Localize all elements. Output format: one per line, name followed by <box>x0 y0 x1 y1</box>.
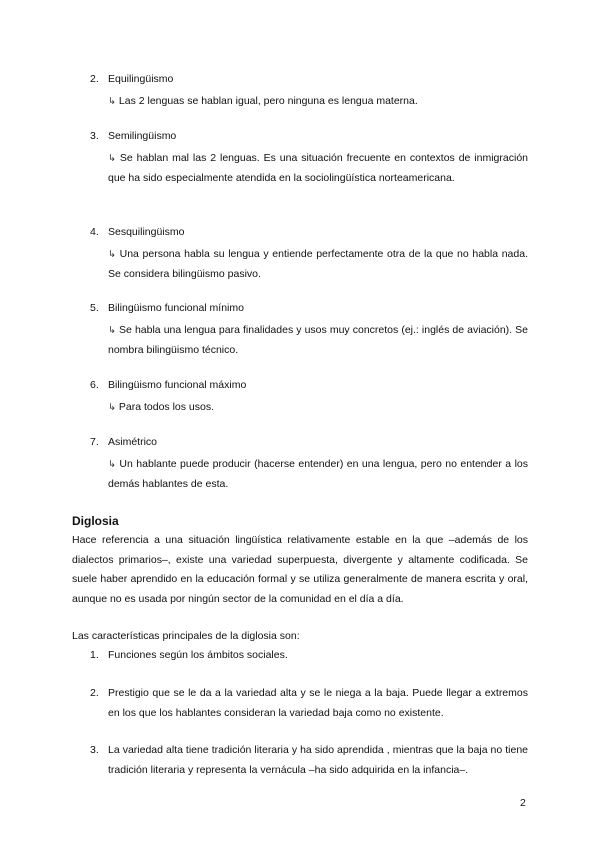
list-item-asimetrico <box>90 435 528 494</box>
term-description: Una persona habla su lengua y entiende perfectamente otra de la que no habla nada. Se considera bilingüismo pasivo. <box>108 248 528 280</box>
return-arrow-icon: ↳ <box>108 325 116 336</box>
characteristic-text: Funciones según los ámbitos sociales. <box>108 649 288 661</box>
characteristic-text: La variedad alta tiene tradición literaria y ha sido aprendida , mientras que la baja no tiene tradición literaria y representa la vernácula –ha sido adquirida en la infancia–. <box>108 744 528 776</box>
list-number: 3. <box>90 130 99 142</box>
term-label: Semilingüismo <box>108 130 177 142</box>
diglosia-paragraph: Hace referencia a una situación lingüística relativamente estable en la que –además de los dialectos primarios–, existe una variedad superpuesta, divergente y altamente codificada. Se suele haber aprendido en la educación formal y se utiliza generalmente de manera escrita y oral, aunque no es usada por ningún sector de la comunidad en el día a día. <box>72 534 528 605</box>
list-number: 2. <box>90 687 99 699</box>
characteristics-intro: Las características principales de la diglosia son: <box>72 630 300 642</box>
term-description: Las 2 lenguas se hablan igual, pero ninguna es lengua materna. <box>118 95 418 107</box>
list-number: 4. <box>90 226 99 238</box>
list-number: 1. <box>90 649 99 661</box>
term-label: Bilingüismo funcional mínimo <box>108 302 244 314</box>
term-description: Se hablan mal las 2 lenguas. Es una situación frecuente en contextos de inmigración que ha sido especialmente atendida en la sociolingüística norteamericana. <box>108 152 528 184</box>
list-item-bilinguismo-funcional-maximo <box>90 378 528 418</box>
list-number: 5. <box>90 302 99 314</box>
characteristic-item <box>90 684 528 723</box>
return-arrow-icon: ↳ <box>108 249 116 260</box>
list-number: 2. <box>90 73 99 85</box>
return-arrow-icon: ↳ <box>108 96 116 107</box>
list-item-bilinguismo-funcional-minimo <box>90 301 528 360</box>
list-item-equilinguismo <box>90 72 528 112</box>
term-label: Bilingüismo funcional máximo <box>108 379 247 391</box>
section-heading-diglosia: Diglosia <box>72 514 119 528</box>
list-number: 6. <box>90 379 99 391</box>
term-label: Equilingüismo <box>108 73 174 85</box>
list-number: 3. <box>90 744 99 756</box>
characteristic-text: Prestigio que se le da a la variedad alta y se le niega a la baja. Puede llegar a extremos en los que los hablantes consideran la variedad baja como no existente. <box>108 687 528 719</box>
page-number: 2 <box>520 797 526 809</box>
list-item-sesquilinguismo <box>90 225 528 284</box>
term-description: Para todos los usos. <box>118 401 215 413</box>
return-arrow-icon: ↳ <box>108 153 116 164</box>
term-label: Sesquilingüismo <box>108 226 185 238</box>
return-arrow-icon: ↳ <box>108 402 116 413</box>
term-label: Asimétrico <box>108 436 158 448</box>
characteristic-item <box>90 741 528 780</box>
term-description: Se habla una lengua para finalidades y usos muy concretos (ej.: inglés de aviación). Se nombra bilingüismo técnico. <box>108 324 528 356</box>
list-item-semilinguismo <box>90 129 528 188</box>
list-number: 7. <box>90 436 99 448</box>
term-description: Un hablante puede producir (hacerse entender) en una lengua, pero no entender a los demás hablantes de esta. <box>108 458 528 490</box>
return-arrow-icon: ↳ <box>108 459 116 470</box>
characteristic-item <box>90 646 528 666</box>
